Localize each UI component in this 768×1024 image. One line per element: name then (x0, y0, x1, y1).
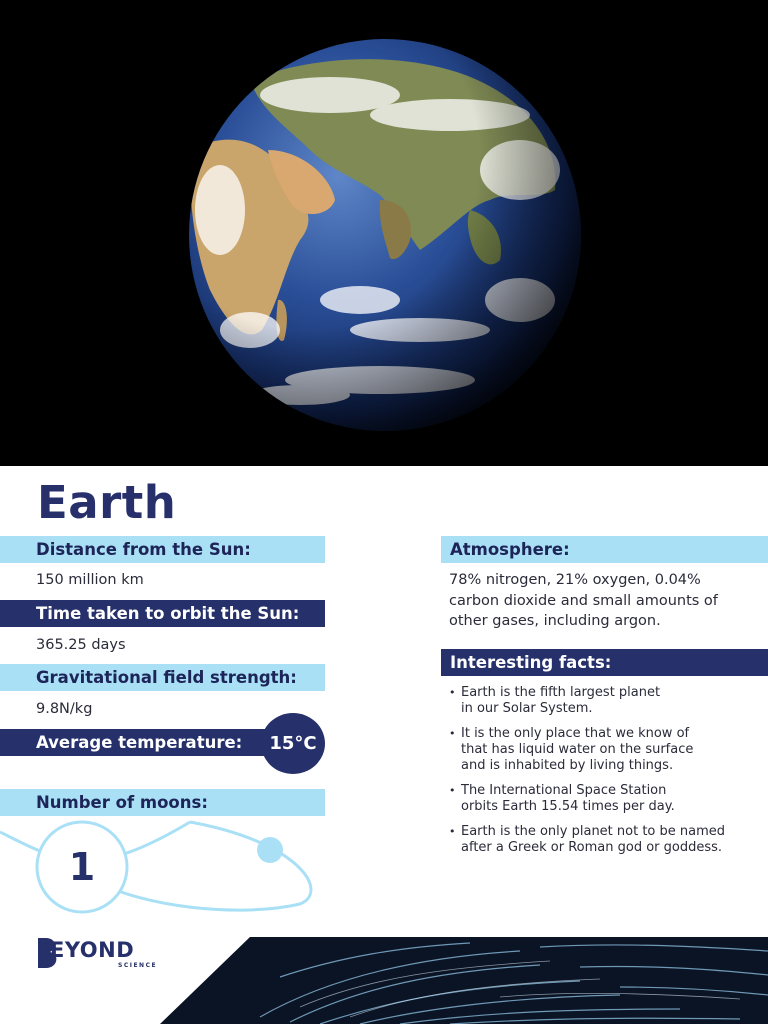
facts-label: Interesting facts: (441, 649, 768, 676)
orbit-time-label: Time taken to orbit the Sun: (0, 600, 325, 627)
fact-item: • Earth is the fifth largest planet in our Solar System. (449, 685, 749, 717)
moons-count: 1 (68, 845, 96, 889)
earth-hero-image (0, 0, 768, 466)
atmosphere-text: 78% nitrogen, 21% oxygen, 0.04% carbon dioxide and small amounts of other gases, including argon. (449, 572, 718, 629)
atmosphere-label: Atmosphere: (441, 536, 768, 563)
distance-value: 150 million km (36, 572, 144, 588)
brand-subtitle: SCIENCE (118, 962, 158, 969)
fact-item: • It is the only place that we know of that has liquid water on the surface and is inhabited by living things. (449, 726, 749, 774)
gravity-value: 9.8N/kg (36, 701, 93, 717)
fact-item: • The International Space Station orbits Earth 15.54 times per day. (449, 783, 749, 815)
fact-item: • Earth is the only planet not to be named after a Greek or Roman god or goddess. (449, 824, 749, 856)
page-title: Earth (37, 476, 177, 529)
gravity-label: Gravitational field strength: (0, 664, 325, 691)
earth-globe-illustration (0, 0, 768, 466)
brand-name: EYOND (50, 938, 135, 962)
distance-label: Distance from the Sun: (0, 536, 325, 563)
orbit-time-value: 365.25 days (36, 637, 126, 653)
star-trails-image (0, 937, 768, 1024)
temperature-badge: 15°C (261, 713, 325, 774)
facts-list (449, 685, 749, 865)
temperature-label: Average temperature: (0, 729, 290, 756)
moons-label: Number of moons: (0, 789, 325, 816)
